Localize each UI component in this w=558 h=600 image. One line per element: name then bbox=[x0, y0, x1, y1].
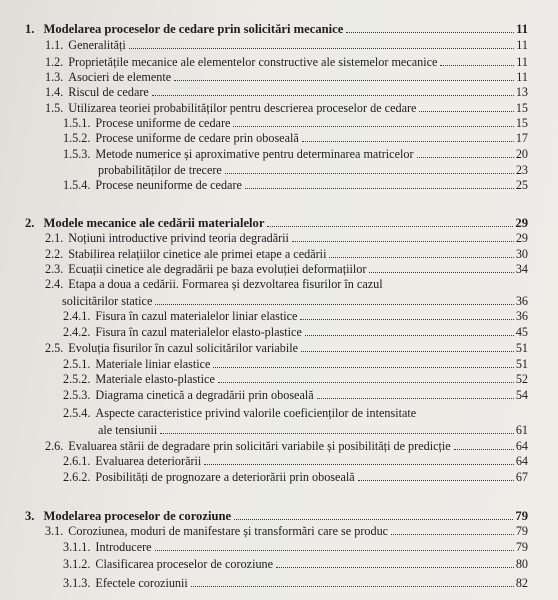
toc-entry-text: Procese uniforme de cedare prin oboseală bbox=[95, 131, 299, 145]
toc-entry bbox=[45, 522, 528, 538]
toc-entry-number: 2.4.2. bbox=[63, 325, 91, 339]
toc-entry-number: 3.1.1. bbox=[63, 540, 91, 554]
dot-leader bbox=[213, 367, 513, 368]
toc-entry-text: Etapa a doua a cedării. Formarea și dezvoltarea fisurilor în cazul bbox=[68, 277, 383, 291]
toc-entry-title bbox=[63, 357, 210, 371]
toc-entry-text: Clasificarea proceselor de coroziune bbox=[95, 557, 274, 571]
dot-leader bbox=[300, 319, 513, 320]
toc-entry-text: probabilităților de trecere bbox=[98, 163, 222, 177]
toc-page-number: 64 bbox=[515, 454, 528, 468]
dot-leader bbox=[155, 550, 514, 551]
dot-leader bbox=[419, 111, 513, 112]
toc-entry bbox=[98, 161, 528, 177]
toc-page-number: 79 bbox=[515, 540, 528, 554]
toc-entry-title bbox=[45, 262, 366, 276]
toc-entry-number: 2.6.2. bbox=[63, 470, 91, 484]
toc-entry bbox=[63, 176, 528, 192]
toc-entry-title bbox=[45, 524, 388, 538]
dot-leader bbox=[155, 304, 513, 305]
toc-entry-text: Posibilități de prognozare a deteriorării prin oboseală bbox=[95, 470, 355, 484]
toc-entry-number: 2.5.4. bbox=[63, 406, 91, 420]
dot-leader bbox=[245, 188, 514, 189]
toc-entry-number: 3.1.3. bbox=[63, 576, 91, 590]
toc-page-number: 17 bbox=[515, 131, 528, 145]
toc-entry-text: solicitărilor statice bbox=[62, 294, 153, 308]
toc-entry-text: Evaluarea stării de degradare prin solicitări variabile și posibilități de predicție bbox=[68, 439, 451, 453]
toc-entry-text: Generalități bbox=[68, 38, 126, 52]
toc-entry-number: 2.6. bbox=[45, 439, 64, 453]
toc-entry bbox=[63, 323, 528, 339]
dot-leader bbox=[292, 241, 514, 242]
toc-entry bbox=[62, 292, 528, 308]
toc-entry bbox=[45, 53, 528, 69]
dot-leader bbox=[129, 48, 514, 49]
toc-entry-title bbox=[45, 341, 298, 355]
toc-entry-number: 3.1.2. bbox=[63, 557, 91, 571]
dot-leader bbox=[305, 335, 514, 336]
toc-entry-title bbox=[63, 406, 416, 420]
toc-entry-title bbox=[63, 540, 152, 554]
toc-entry-title bbox=[45, 231, 289, 245]
toc-entry-text: Diagrama cinetică a degradării prin oboseală bbox=[95, 388, 314, 402]
toc-entry bbox=[63, 145, 528, 161]
toc-entry-title bbox=[45, 55, 437, 69]
toc-entry-text: Metode numerice și aproximative pentru determinarea matricelor bbox=[95, 147, 414, 161]
toc-entry-number: 2.4.1. bbox=[63, 309, 91, 323]
toc-entry-number: 1.5.3. bbox=[63, 147, 91, 161]
toc-entry-title bbox=[45, 85, 149, 99]
toc-page-number: 25 bbox=[515, 178, 528, 192]
dot-leader bbox=[317, 398, 514, 399]
toc-page-number: 80 bbox=[515, 557, 528, 571]
toc-entry-number: 1. bbox=[25, 22, 35, 36]
toc-entry-title bbox=[63, 576, 188, 590]
toc-entry-title bbox=[45, 101, 416, 115]
toc-entry-number: 2.5.3. bbox=[63, 388, 91, 402]
toc-entry-title bbox=[45, 70, 171, 84]
toc-entry bbox=[63, 307, 528, 323]
toc-entry-number: 2.1. bbox=[45, 231, 64, 245]
toc-entry-text: Materiale liniar elastice bbox=[95, 357, 211, 371]
toc-entry-text: Introducere bbox=[95, 540, 152, 554]
toc-entry-title bbox=[63, 557, 273, 571]
toc-entry bbox=[45, 83, 528, 99]
toc-entry-text: Evoluția fisurilor în cazul solicitărilor variabile bbox=[68, 341, 299, 355]
dot-leader bbox=[204, 464, 513, 465]
dot-leader bbox=[346, 32, 514, 33]
toc-entry bbox=[45, 339, 528, 355]
toc-page-number: 29 bbox=[515, 231, 528, 245]
toc-page-number: 61 bbox=[515, 423, 528, 437]
toc-entry bbox=[45, 260, 528, 276]
toc-page-number: 34 bbox=[515, 262, 528, 276]
toc-entry bbox=[63, 370, 528, 386]
toc-page-number: 11 bbox=[516, 38, 528, 52]
dot-leader bbox=[152, 95, 514, 96]
toc-entry-title bbox=[63, 454, 201, 468]
toc-entry-text: Aspecte caracteristice privind valorile coeficienților de intensitate bbox=[95, 406, 417, 420]
toc-entry bbox=[98, 421, 528, 437]
toc-entry-title bbox=[45, 439, 451, 453]
toc-page-number: 15 bbox=[515, 116, 528, 130]
toc-entry-number: 1.5. bbox=[45, 101, 64, 115]
dot-leader bbox=[369, 272, 513, 273]
dot-leader bbox=[174, 80, 514, 81]
toc-entry-title bbox=[63, 470, 355, 484]
toc-page-number: 52 bbox=[515, 372, 528, 386]
toc-entry-number: 1.5.2. bbox=[63, 131, 91, 145]
dot-leader bbox=[329, 257, 513, 258]
dot-leader bbox=[267, 226, 513, 227]
toc-entry bbox=[45, 229, 528, 245]
toc-entry-number: 2.6.1. bbox=[63, 454, 91, 468]
toc-entry-number: 2.5. bbox=[45, 341, 64, 355]
toc-entry-text: Modelarea proceselor de coroziune bbox=[43, 509, 232, 523]
toc-entry-number: 2.3. bbox=[45, 262, 64, 276]
toc-entry-text: Modele mecanice ale cedării materialelor bbox=[43, 216, 265, 230]
toc-entry bbox=[63, 386, 528, 402]
toc-entry-number: 1.1. bbox=[45, 38, 64, 52]
dot-leader bbox=[302, 141, 514, 142]
toc-page-number: 36 bbox=[515, 294, 528, 308]
toc-entry bbox=[45, 437, 528, 453]
toc-entry-number: 2.5.1. bbox=[63, 357, 91, 371]
toc-page-number: 64 bbox=[515, 439, 528, 453]
toc-page-number: 67 bbox=[515, 470, 528, 484]
toc-page-number: 54 bbox=[515, 388, 528, 402]
toc-entry-text: ale tensiunii bbox=[98, 423, 158, 437]
dot-leader bbox=[391, 534, 514, 535]
toc-entry-title bbox=[25, 22, 343, 36]
toc-entry bbox=[63, 452, 528, 468]
toc-entry-number: 2.5.2. bbox=[63, 372, 91, 386]
toc-entry-title bbox=[62, 294, 152, 308]
toc-entry-number: 3.1. bbox=[45, 524, 64, 538]
toc-entry-number: 1.2. bbox=[45, 55, 64, 69]
dot-leader bbox=[276, 567, 514, 568]
toc-entry-number: 2.4. bbox=[45, 277, 64, 291]
toc-entry-title bbox=[63, 388, 314, 402]
toc-entry bbox=[45, 245, 528, 261]
toc-entry-text: Riscul de cedare bbox=[68, 85, 149, 99]
dot-leader bbox=[191, 586, 514, 587]
toc-entry bbox=[63, 355, 528, 371]
toc-entry-title bbox=[63, 325, 302, 339]
toc-entry bbox=[63, 114, 528, 130]
dot-leader bbox=[160, 433, 514, 434]
toc-page-number: 51 bbox=[515, 357, 528, 371]
toc-entry-title bbox=[45, 247, 326, 261]
toc-entry bbox=[63, 468, 528, 484]
toc-page-number: 82 bbox=[515, 576, 528, 590]
toc-page-number: 36 bbox=[515, 309, 528, 323]
toc-entry bbox=[63, 574, 528, 590]
toc-page-number: 13 bbox=[515, 85, 528, 99]
toc-entry-text: Fisura în cazul materialelor elasto-plastice bbox=[95, 325, 302, 339]
toc-entry-number: 2. bbox=[25, 216, 35, 230]
toc-chapter-entry bbox=[25, 20, 528, 36]
toc-entry-number: 1.5.4. bbox=[63, 178, 91, 192]
toc-chapter-entry bbox=[25, 507, 528, 523]
toc-entry bbox=[63, 129, 528, 145]
toc-entry bbox=[63, 404, 528, 420]
toc-entry-text: Proprietățile mecanice ale elementelor constructive ale sistemelor mecanice bbox=[68, 55, 438, 69]
toc-entry-number: 3. bbox=[25, 509, 35, 523]
toc-entry-text: Procese neuniforme de cedare bbox=[95, 178, 242, 192]
toc-entry-text: Stabilirea relațiilor cinetice ale primei etape a cedării bbox=[68, 247, 327, 261]
toc-entry bbox=[63, 555, 528, 571]
toc-entry-text: Coroziunea, moduri de manifestare și transformări care se produc bbox=[68, 524, 389, 538]
dot-leader bbox=[218, 382, 514, 383]
toc-entry-text: Evaluarea deteriorării bbox=[95, 454, 202, 468]
toc-entry-number: 2.2. bbox=[45, 247, 64, 261]
toc-entry-title bbox=[45, 277, 383, 291]
toc-entry-text: Utilizarea teoriei probabilităților pentru descrierea proceselor de cedare bbox=[68, 101, 417, 115]
toc-page-number: 51 bbox=[515, 341, 528, 355]
toc-entry-number: 1.3. bbox=[45, 70, 64, 84]
toc-entry-title bbox=[63, 309, 297, 323]
toc-entry bbox=[45, 275, 528, 291]
toc-entry-text: Noțiuni introductive privind teoria degradării bbox=[68, 231, 289, 245]
toc-page-number: 45 bbox=[515, 325, 528, 339]
toc-entry bbox=[45, 36, 528, 52]
toc-page-number: 23 bbox=[515, 163, 528, 177]
dot-leader bbox=[234, 519, 513, 520]
dot-leader bbox=[440, 65, 514, 66]
toc-entry-title bbox=[63, 372, 215, 386]
toc-entry-text: Asocieri de elemente bbox=[68, 70, 172, 84]
toc-page-number: 15 bbox=[515, 101, 528, 115]
toc-page-number: 11 bbox=[516, 55, 528, 69]
toc-entry-title bbox=[98, 163, 222, 177]
toc-entry-title bbox=[98, 423, 157, 437]
toc-page-number: 30 bbox=[515, 247, 528, 261]
toc-entry bbox=[45, 99, 528, 115]
toc-entry bbox=[45, 68, 528, 84]
toc-entry-text: Modelarea proceselor de cedare prin solicitări mecanice bbox=[43, 22, 344, 36]
toc-entry-text: Materiale elasto-plastice bbox=[95, 372, 215, 386]
toc-entry-text: Procese uniforme de cedare bbox=[95, 116, 231, 130]
toc-page-number: 29 bbox=[515, 216, 528, 230]
dot-leader bbox=[225, 173, 514, 174]
toc-entry-title bbox=[45, 38, 126, 52]
toc-page-number: 11 bbox=[516, 70, 528, 84]
dot-leader bbox=[454, 449, 514, 450]
toc-entry-number: 1.4. bbox=[45, 85, 64, 99]
toc-entry-text: Efectele coroziunii bbox=[95, 576, 188, 590]
toc-entry-title bbox=[25, 216, 264, 230]
toc-page-number: 11 bbox=[516, 22, 528, 36]
toc-entry-text: Fisura în cazul materialelor liniar elastice bbox=[95, 309, 298, 323]
toc-entry-text: Ecuații cinetice ale degradării pe baza evoluției deformațiilor bbox=[68, 262, 367, 276]
toc-entry-title bbox=[63, 131, 299, 145]
toc-entry-number: 1.5.1. bbox=[63, 116, 91, 130]
toc-entry-title bbox=[63, 178, 242, 192]
toc-entry bbox=[63, 538, 528, 554]
toc-entry-title bbox=[63, 147, 414, 161]
toc-page-number: 20 bbox=[515, 147, 528, 161]
toc-entry-title bbox=[63, 116, 230, 130]
toc-chapter-entry bbox=[25, 214, 528, 230]
dot-leader bbox=[301, 351, 514, 352]
toc-page-number: 79 bbox=[515, 524, 528, 538]
dot-leader bbox=[358, 480, 514, 481]
dot-leader bbox=[233, 126, 513, 127]
toc-page-number: 79 bbox=[515, 509, 528, 523]
toc-entry-title bbox=[25, 509, 231, 523]
dot-leader bbox=[417, 157, 514, 158]
